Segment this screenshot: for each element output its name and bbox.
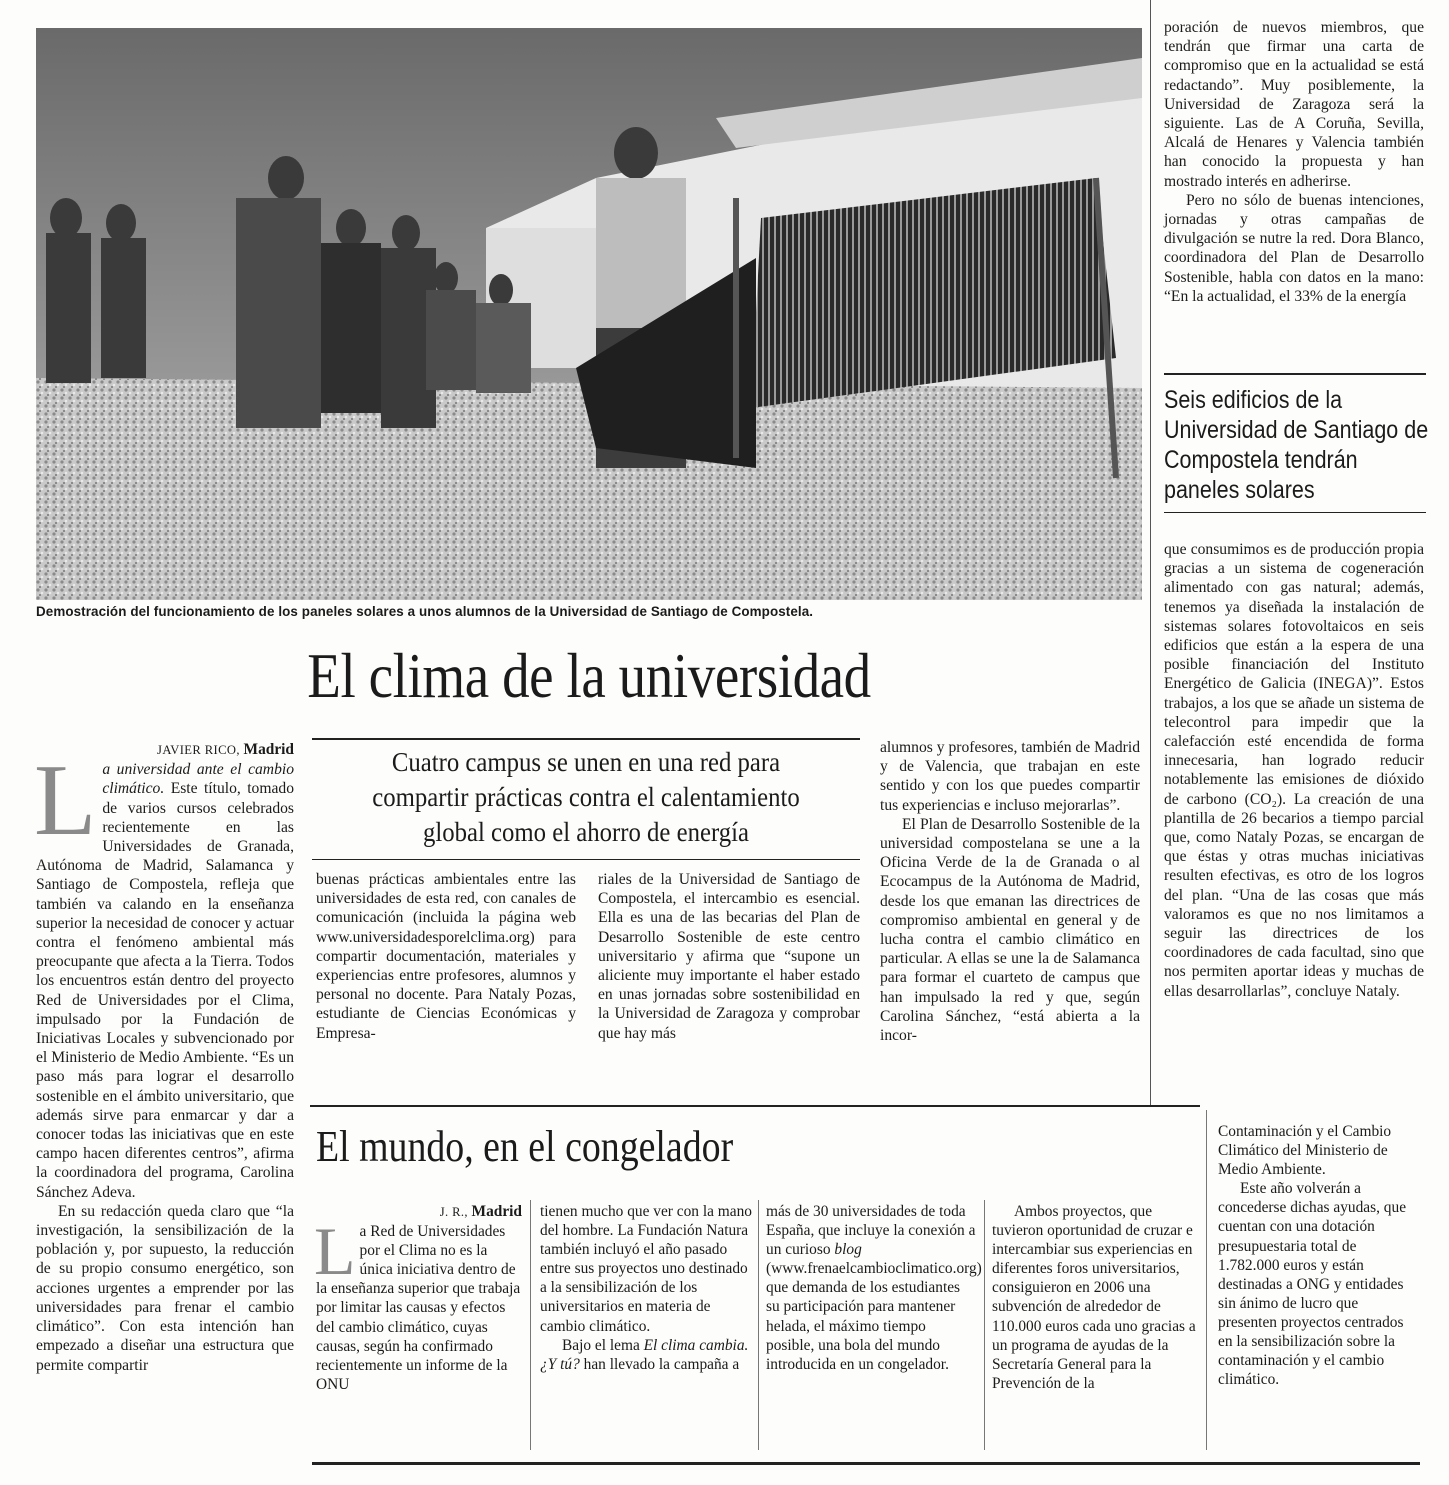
paragraph: Contaminación y el Cambio Climático del Ministerio de Medio Ambiente. [1218, 1123, 1392, 1179]
deck-line: Cuatro campus se unen en una red para [391, 746, 781, 777]
section-rule [310, 1105, 1200, 1107]
paragraph: riales de la Universidad de Santiago de Compostela, el intercambio es esencial. Ella es una de las becarias del Plan de Desarrollo Sostenible de este centro universitario y afirma que “supone un aliciente muy importante el haber estado en unas jornadas sobre sostenibilidad en la Universidad de Zaragoza y comprobar que hay más [598, 871, 860, 1042]
article-photo [36, 28, 1142, 600]
pullquote-subhead: Seis edificios de la Universidad de Santiago de Compostela tendrán paneles solares [1164, 386, 1429, 504]
main-column-4 [880, 738, 1140, 1045]
column-divider [530, 1200, 531, 1450]
photo-caption: Demostración del funcionamiento de los paneles solares a unos alumnos de la Universidad de Santiago de Compostela. [36, 604, 814, 619]
paragraph: poración de nuevos miembros, que tendrán que firmar una carta de compromiso que en la actualidad se está redactando”. Muy posiblemente, la Universidad de Zaragoza será la siguiente. Las de A Coruña, Sevilla, Alcalá de Henares y Valencia también han conocido la propuesta y han mostrado interés en adherirse. [1164, 19, 1424, 190]
bottom-rule [312, 1462, 1420, 1465]
main-column-5-top [1164, 18, 1424, 306]
paragraph: tienen mucho que ver con la mano del hombre. La Fundación Natura también incluyó el año pasado entre sus proyectos uno destinado a la sensibilización de los universitarios en materia de cambio climático. [540, 1203, 752, 1335]
paragraph: El Plan de Desarrollo Sostenible de la universidad compostelana se une a la Oficina Verde de la de Granada o al Ecocampus de la Autónoma de Madrid, desde los que emanan las directrices de compromiso ambiental en general y de lucha contra el cambio climático en particular. A ellas se une la de Salamanca para formar el cuarteto de campus que han impulsado la red y que, según Carolina Sánchez, “está abierta a la incor- [880, 815, 1140, 1045]
paragraph: alumnos y profesores, también de Madrid y de Valencia, que trabajan en este sentido y con los que puedes compartir tus experiencias e incluso mejorarlas”. [880, 739, 1140, 814]
column-divider [1206, 1110, 1207, 1450]
column-divider [1150, 0, 1151, 1105]
solar-panel-demo-image [36, 28, 1142, 600]
text: más de 30 universidades de toda España, que incluye la conexión a un curioso [766, 1203, 976, 1259]
main-headline: El clima de la universidad [307, 640, 871, 711]
paragraph: En su redacción queda claro que “la investigación, la sensibilización de la población y, por supuesto, la reducción de su propio consumo energético, son acciones urgentes a emprender por las universidades para frenar el cambio climático”. Con esta intención han empezado a diseñar una estructura que permite compartir [36, 1202, 294, 1374]
italic-text: El clima cambia. ¿Y tú? [540, 1336, 749, 1373]
main-column-2 [316, 870, 576, 1043]
text: Bajo el lema [562, 1336, 640, 1354]
second-headline: El mundo, en el congelador [316, 1122, 734, 1171]
dropcap: L [314, 1213, 356, 1290]
dropcap: L [34, 744, 97, 858]
lead-italic: a universidad ante el cambio climático. [102, 761, 294, 798]
column-divider [758, 1200, 759, 1450]
column-divider [984, 1200, 985, 1450]
byline-author: JAVIER RICO, [157, 743, 240, 757]
byline-place: Madrid [243, 741, 294, 758]
main-deck [312, 738, 860, 860]
main-column-3 [598, 870, 860, 1043]
paragraph: buenas prácticas ambientales entre las universidades de esta red, con canales de comunicación (incluida la página web www.universidadesporelclima.org) para compartir documentación, materiales y experiencias entre profesores, alumnos y personal no docente. Para Nataly Pozas, estudiante de Ciencias Económicas y Empresa- [316, 871, 576, 1042]
paragraph: que consumimos es de producción propia gracias a un sistema de cogeneración alimentado con gas natural; además, tenemos ya diseñada la instalación de sistemas solares fotovoltaicos en seis edificios que están a la espera de una posible financiación del Instituto Energético de Galicia (INEGA)”. Estos trabajos, a los que se añade un sistema de telecontrol para impedir que la calefacción esté encendida de forma innecesaria, han logrado reducir notablemente las emisiones de dióxido de carbono (CO₂). La creación de una plantilla de 26 becarios a tiempo parcial que, como Nataly Pozas, se encargan de que éstas y otras muchas iniciativas resulten efectivas, es otro de los logros del plan. “Una de las cosas que más valoramos es que no nos limitamos a seguir las directrices de los coordinadores de cada facultad, sino que nos permiten aportar ideas y muchas de ellas desarrollarlas”, concluye Nataly. [1164, 541, 1424, 1000]
paragraph: Este título, tomado de varios cursos celebrados recientemente en las Universidades de Granada, Autónoma de Madrid, Salamanca y Santiago de Compostela, refleja que también va calando en la enseñanza superior la necesidad de conocer y actuar contra el fenómeno ambiental más preocupante que afecta a la Tierra. Todos los encuentros están dentro del proyecto Red de Universidades por el Clima, impulsado por la Fundación de Iniciativas Locales y subvencionado por el Ministerio de Medio Ambiente. “Es un paso más para lograr el desarrollo sostenible en el ámbito universitario, que además sirve para enmarcar y dar a conocer todas las iniciativas que en este campo hacen diferentes centros”, afirma la coordinadora del programa, Carolina Sánchez Adeva. [36, 780, 294, 1201]
deck-line: compartir prácticas contra el calentamiento [372, 781, 800, 812]
text: han llevado la campaña a [583, 1355, 740, 1373]
main-column-5-bottom [1164, 540, 1424, 1001]
second-column-1 [316, 1202, 522, 1394]
text: (www.frenaelcambioclimatico.org) que demanda de los estudiantes su participación para mantener helada, el máximo tiempo posible, una bola del mundo introducida en un congelador. [766, 1260, 982, 1373]
second-column-2 [540, 1202, 752, 1374]
second-column-5 [1218, 1122, 1418, 1389]
main-column-1 [36, 740, 294, 1375]
paragraph: Ambos proyectos, que tuvieron oportunidad de cruzar e intercambiar sus experiencias en diferentes foros universitarios, consiguieron en 2006 una subvención de alrededor de 110.000 euros cada uno gracias a un programa de ayudas de la Secretaría General para la Prevención de la [992, 1203, 1196, 1392]
paragraph: Este año volverán a concederse dichas ayudas, que cuentan con una dotación presupuestaria total de 1.782.000 euros y están destinadas a ONG y entidades sin ánimo de lucro que presenten proyectos centrados en la sensibilización sobre la contaminación y el cambio climático. [1218, 1180, 1407, 1389]
pullquote-rule [1164, 512, 1426, 513]
second-column-4 [992, 1202, 1196, 1393]
pullquote-rule [1164, 373, 1426, 375]
byline-author: J. R., [439, 1205, 468, 1219]
byline-place: Madrid [471, 1203, 522, 1220]
paragraph: a Red de Universidades por el Clima no es la única iniciativa dentro de la enseñanza superior que trabaja por limitar las causas y efectos del cambio climático, cuyas causas, según ha confirmado recientemente un informe de la ONU [316, 1223, 521, 1393]
deck-line: global como el ahorro de energía [423, 816, 749, 847]
paragraph: Pero no sólo de buenas intenciones, jornadas y otras campañas de divulgación se nutre la red. Dora Blanco, coordinadora del Plan de Desarrollo Sostenible, habla con datos en la mano: “En la actualidad, el 33% de la energía [1164, 191, 1424, 305]
second-column-3 [766, 1202, 982, 1374]
italic-text: blog [834, 1241, 862, 1259]
